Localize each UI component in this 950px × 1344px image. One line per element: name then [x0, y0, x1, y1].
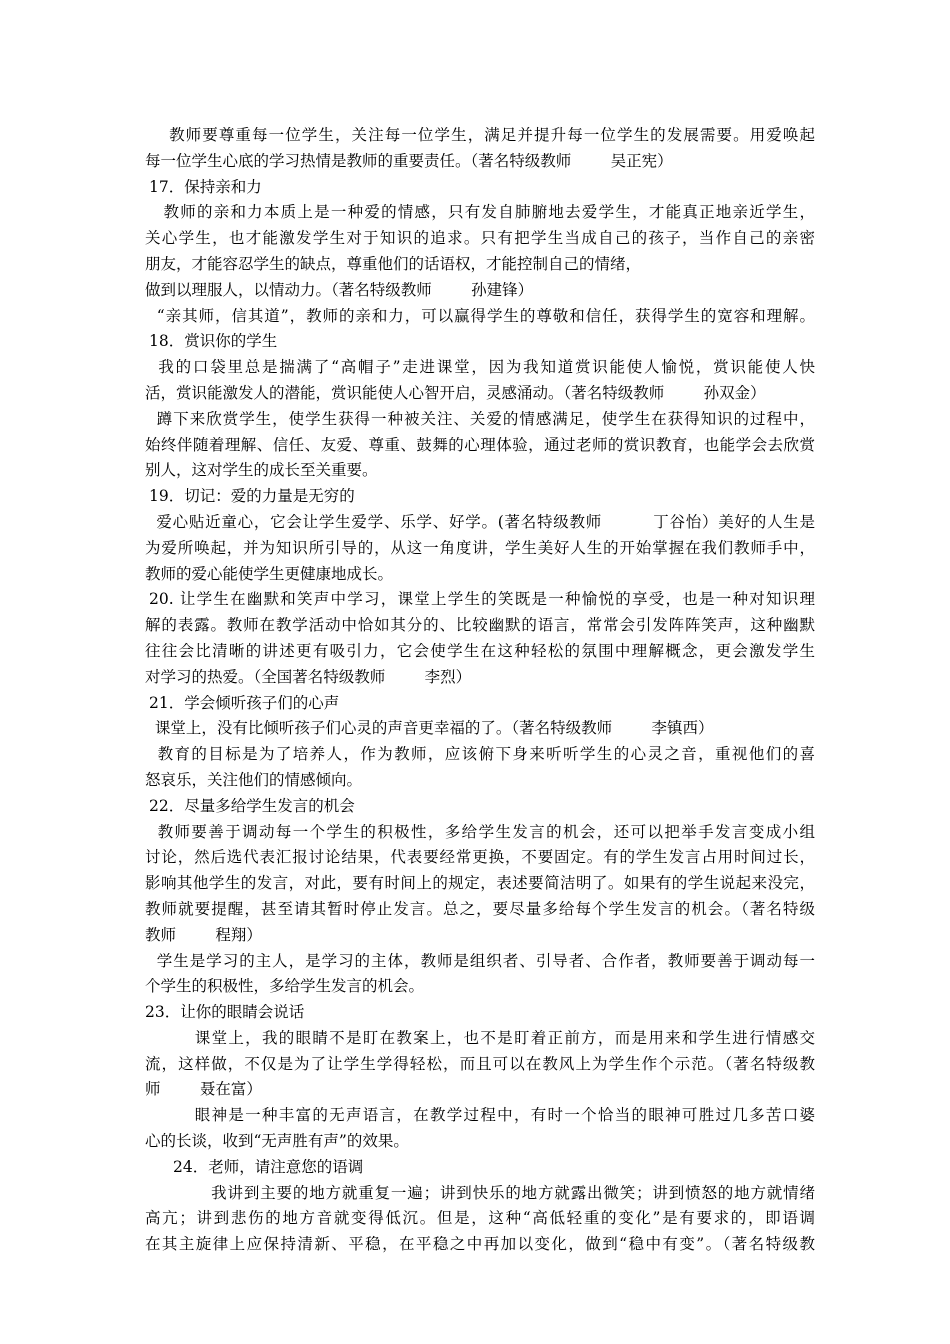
text-line: 21．学会倾听孩子们的心声 — [149, 693, 340, 712]
text-line: 20. 让学生在幽默和笑声中学习，课堂上学生的笑既是一种愉悦的享受，也是一种对知识理 — [149, 590, 815, 609]
text-line: 教师就要提醒，甚至请其暂时停止发言。总之，要尽量多给每个学生发言的机会。（著名特级 — [145, 899, 815, 918]
text-line: 课堂上，没有比倾听孩子们心灵的声音更幸福的了。（著名特级教师 李镇西） — [145, 719, 714, 738]
text-line: 课堂上，我的眼睛不是盯在教案上，也不是盯着正前方，而是用来和学生进行情感交 — [145, 1028, 815, 1047]
text-line: 讨论，然后选代表汇报讨论结果，代表要经常更换，不要固定。有的学生发言占用时间过长， — [145, 848, 815, 867]
text-line: 教师的亲和力本质上是一种爱的情感，只有发自肺腑地去爱学生，才能真正地亲近学生， — [145, 203, 815, 222]
text-line: 教师的爱心能使学生更健康地成长。 — [145, 564, 394, 583]
text-line: 眼神是一种丰富的无声语言，在教学过程中，有时一个恰当的眼神可胜过几多苦口婆 — [145, 1106, 815, 1125]
text-line: 做到以理服人，以情动力。（著名特级教师 孙建锋） — [145, 280, 534, 299]
text-line: “亲其师，信其道”，教师的亲和力，可以赢得学生的尊敬和信任，获得学生的宽容和理解。 — [145, 306, 815, 325]
text-line: 始终伴随着理解、信任、友爱、尊重、鼓舞的心理体验，通过老师的赏识教育，也能学会去欣赏 — [145, 435, 815, 454]
text-line: 23．让你的眼睛会说话 — [145, 1003, 305, 1022]
text-line: 往往会比清晰的讲述更有吸引力，它会使学生在这种轻松的氛围中理解概念，更会激发学生 — [145, 641, 815, 660]
text-line: 解的表露。教师在教学活动中恰如其分的、比较幽默的语言，常常会引发阵阵笑声，这种幽默 — [145, 616, 815, 635]
text-line: 师 聂在富） — [145, 1080, 262, 1099]
text-line: 每一位学生心底的学习热情是教师的重要责任。（著名特级教师 吴正宪） — [145, 151, 673, 170]
text-line: 高亢；讲到悲伤的地方音就变得低沉。但是，这种“高低轻重的变化”是有要求的，即语调 — [145, 1209, 815, 1228]
text-line: 24．老师，请注意您的语调 — [173, 1157, 364, 1176]
text-line: 教师要善于调动每一个学生的积极性，多给学生发言的机会，还可以把举手发言变成小组 — [145, 822, 815, 841]
text-line: 关心学生，也才能激发学生对于知识的追求。只有把学生当成自己的孩子，当作自己的亲密 — [145, 229, 815, 248]
text-line: 19．切记：爱的力量是无穷的 — [149, 487, 355, 506]
text-line: 学生是学习的主人，是学习的主体，教师是组织者、引导者、合作者，教师要善于调动每一 — [145, 951, 815, 970]
text-line: 影响其他学生的发言，对此，要有时间上的规定，表述要简洁明了。如果有的学生说起来没完， — [145, 874, 815, 893]
document-page — [145, 123, 815, 1258]
text-line: 活，赏识能激发人的潜能，赏识能使人心智开启，灵感涌动。（著名特级教师 孙双金） — [145, 383, 766, 402]
text-line: 17．保持亲和力 — [149, 177, 262, 196]
text-line: 教师要尊重每一位学生，关注每一位学生，满足并提升每一位学生的发展需要。用爱唤起 — [145, 126, 815, 144]
text-line: 爱心贴近童心，它会让学生爱学、乐学、好学。(著名特级教师 丁谷怡）美好的人生是 — [145, 512, 815, 531]
text-line: 我的口袋里总是揣满了“高帽子”走进课堂，因为我知道赏识能使人愉悦，赏识能使人快 — [145, 358, 815, 377]
text-line: 对学习的热爱。（全国著名特级教师 李烈） — [145, 667, 472, 686]
text-line: 18．赏识你的学生 — [149, 332, 278, 351]
text-line: 蹲下来欣赏学生，使学生获得一种被关注、关爱的情感满足，使学生在获得知识的过程中， — [145, 409, 815, 428]
text-line: 朋友，才能容忍学生的缺点，尊重他们的话语权，才能控制自己的情绪， — [145, 254, 642, 273]
text-line: 别人，这对学生的成长至关重要。 — [145, 461, 378, 480]
text-line: 为爱所唤起，并为知识所引导的，从这一角度讲，学生美好人生的开始掌握在我们教师手中， — [145, 538, 815, 557]
text-line: 22．尽量多给学生发言的机会 — [149, 796, 355, 815]
text-line: 流，这样做，不仅是为了让学生学得轻松，而且可以在教风上为学生作个示范。（著名特级教 — [145, 1054, 815, 1073]
text-line: 心的长谈，收到“无声胜有声”的效果。 — [145, 1132, 409, 1151]
text-line: 教育的目标是为了培养人，作为教师，应该俯下身来听听学生的心灵之音，重视他们的喜 — [145, 745, 815, 764]
text-line: 我讲到主要的地方就重复一遍；讲到快乐的地方就露出微笑；讲到愤怒的地方就情绪 — [165, 1183, 815, 1202]
text-line: 在其主旋律上应保持清新、平稳，在平稳之中再加以变化，做到“稳中有变”。（著名特级教 — [145, 1235, 815, 1254]
text-line: 教师 程翔） — [145, 925, 262, 944]
text-line: 个学生的积极性，多给学生发言的机会。 — [145, 977, 425, 996]
text-line: 怒哀乐，关注他们的情感倾向。 — [145, 770, 363, 789]
